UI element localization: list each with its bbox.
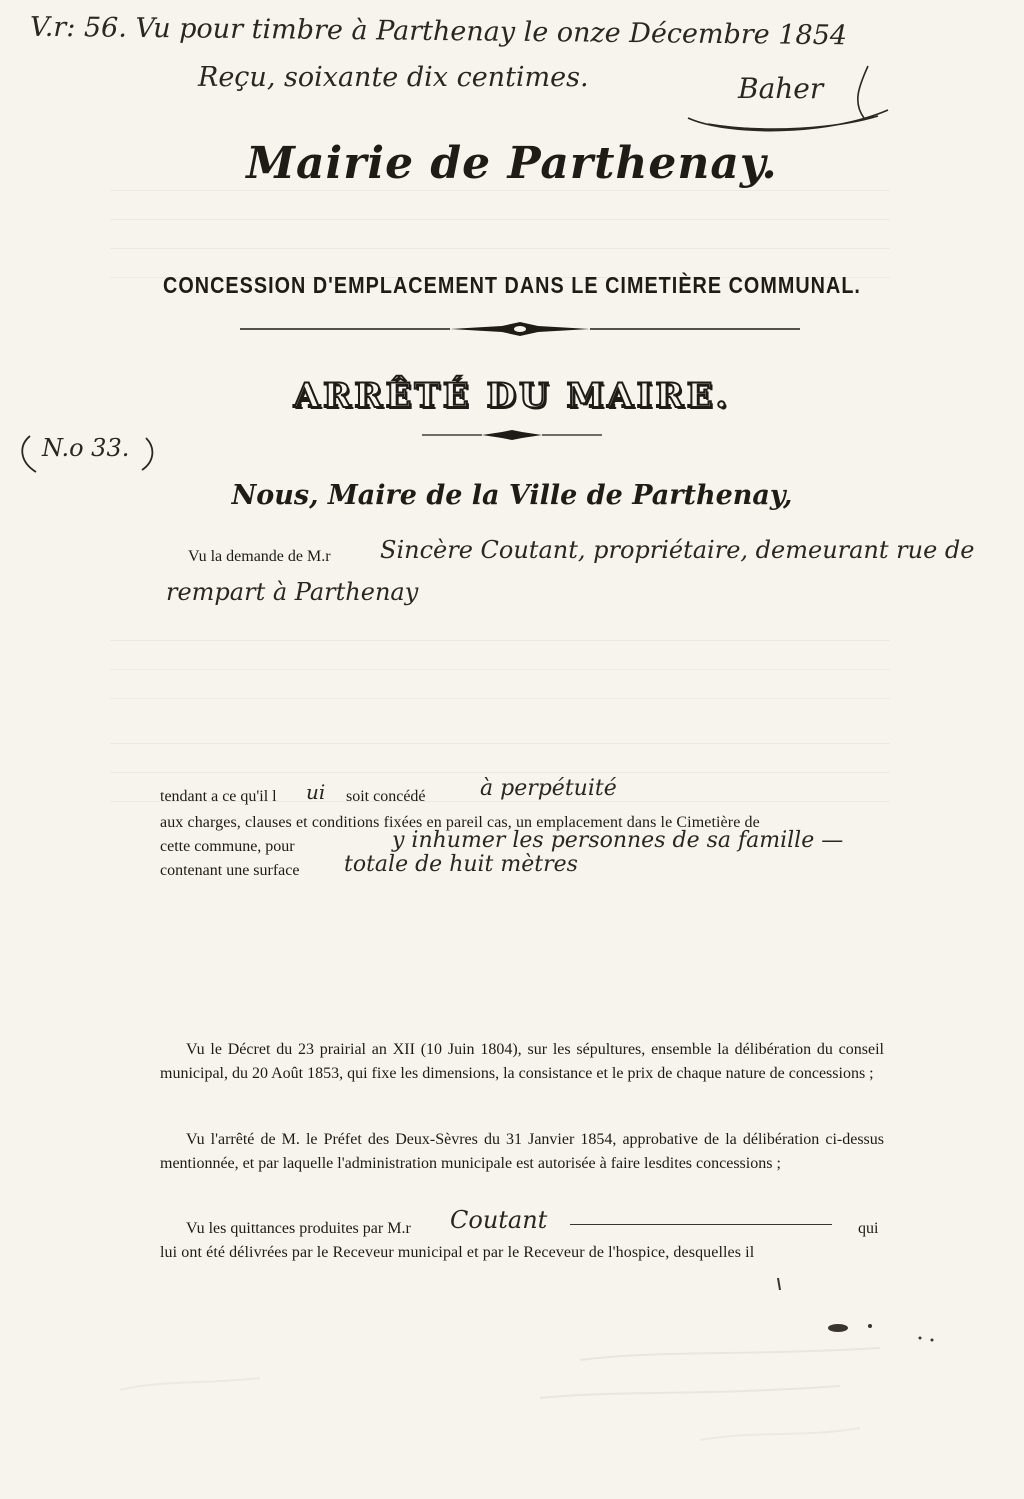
tendant-label: tendant a ce qu'il l: [160, 788, 277, 805]
arrete-heading: ARRÊTÉ DU MAIRE.: [293, 376, 731, 416]
quittances-label: Vu les quittances produites par M.r: [186, 1220, 411, 1237]
marginal-note: V.r: 56. Vu pour timbre à Parthenay le onze Décembre 1854: [29, 11, 848, 52]
small-divider-icon: [422, 428, 602, 442]
requester-handwritten: Sincère Coutant, propriétaire, demeurant rue de: [380, 536, 975, 564]
ornament-divider-icon: [240, 318, 800, 340]
qui-label: qui: [858, 1220, 879, 1237]
document-number: N.o 33.: [42, 434, 130, 462]
surface-handwritten: totale de huit mètres: [344, 852, 578, 877]
purpose-handwritten: y inhumer les personnes de sa famille —: [392, 828, 844, 853]
tendant-handwritten: ui: [306, 780, 326, 804]
bleed-through-strokes: [100, 1320, 940, 1480]
page-title: Mairie de Parthenay.: [246, 138, 778, 189]
decree-paragraph: Vu le Décret du 23 prairial an XII (10 Juin 1804), sur les sépultures, ensemble la délibération du conseil municipal, du 20 Août 1853, qui fixe les dimensions, la consistance et le prix de chaque nature de concessions ;: [160, 1041, 884, 1082]
signature: Baher: [738, 72, 824, 105]
surface-label: contenant une surface: [160, 862, 300, 879]
marginal-note-2: Reçu, soixante dix centimes.: [198, 62, 589, 93]
perpetuite-handwritten: à perpétuité: [480, 776, 617, 801]
soit-label: soit concédé: [346, 788, 426, 805]
concession-heading: CONCESSION D'EMPLACEMENT DANS LE CIMETIÈRE COMMUNAL.: [163, 272, 861, 298]
quittances-blank-line: [570, 1224, 832, 1225]
requester-address-handwritten: rempart à Parthenay: [166, 578, 419, 606]
signature-flourish-icon: [668, 58, 908, 138]
quittances-name-handwritten: Coutant: [450, 1206, 548, 1234]
nous-heading: Nous, Maire de la Ville de Parthenay,: [231, 480, 793, 511]
request-label: Vu la demande de M.r: [188, 548, 331, 565]
bleed-through-text: [110, 176, 890, 278]
prefect-paragraph: Vu l'arrêté de M. le Préfet des Deux-Sèvres du 31 Janvier 1854, approbative de la délibération ci-dessus mentionnée, et par laquelle l'administration municipale est autorisée à faire lesdites concessions ;: [160, 1131, 884, 1172]
charges-text: aux charges, clauses et conditions fixées en pareil cas, un emplacement dans le Cimetière de: [160, 814, 760, 831]
quittances-line-2: lui ont été délivrées par le Receveur municipal et par le Receveur de l'hospice, desquelles il: [160, 1244, 755, 1261]
commune-label: cette commune, pour: [160, 838, 295, 855]
